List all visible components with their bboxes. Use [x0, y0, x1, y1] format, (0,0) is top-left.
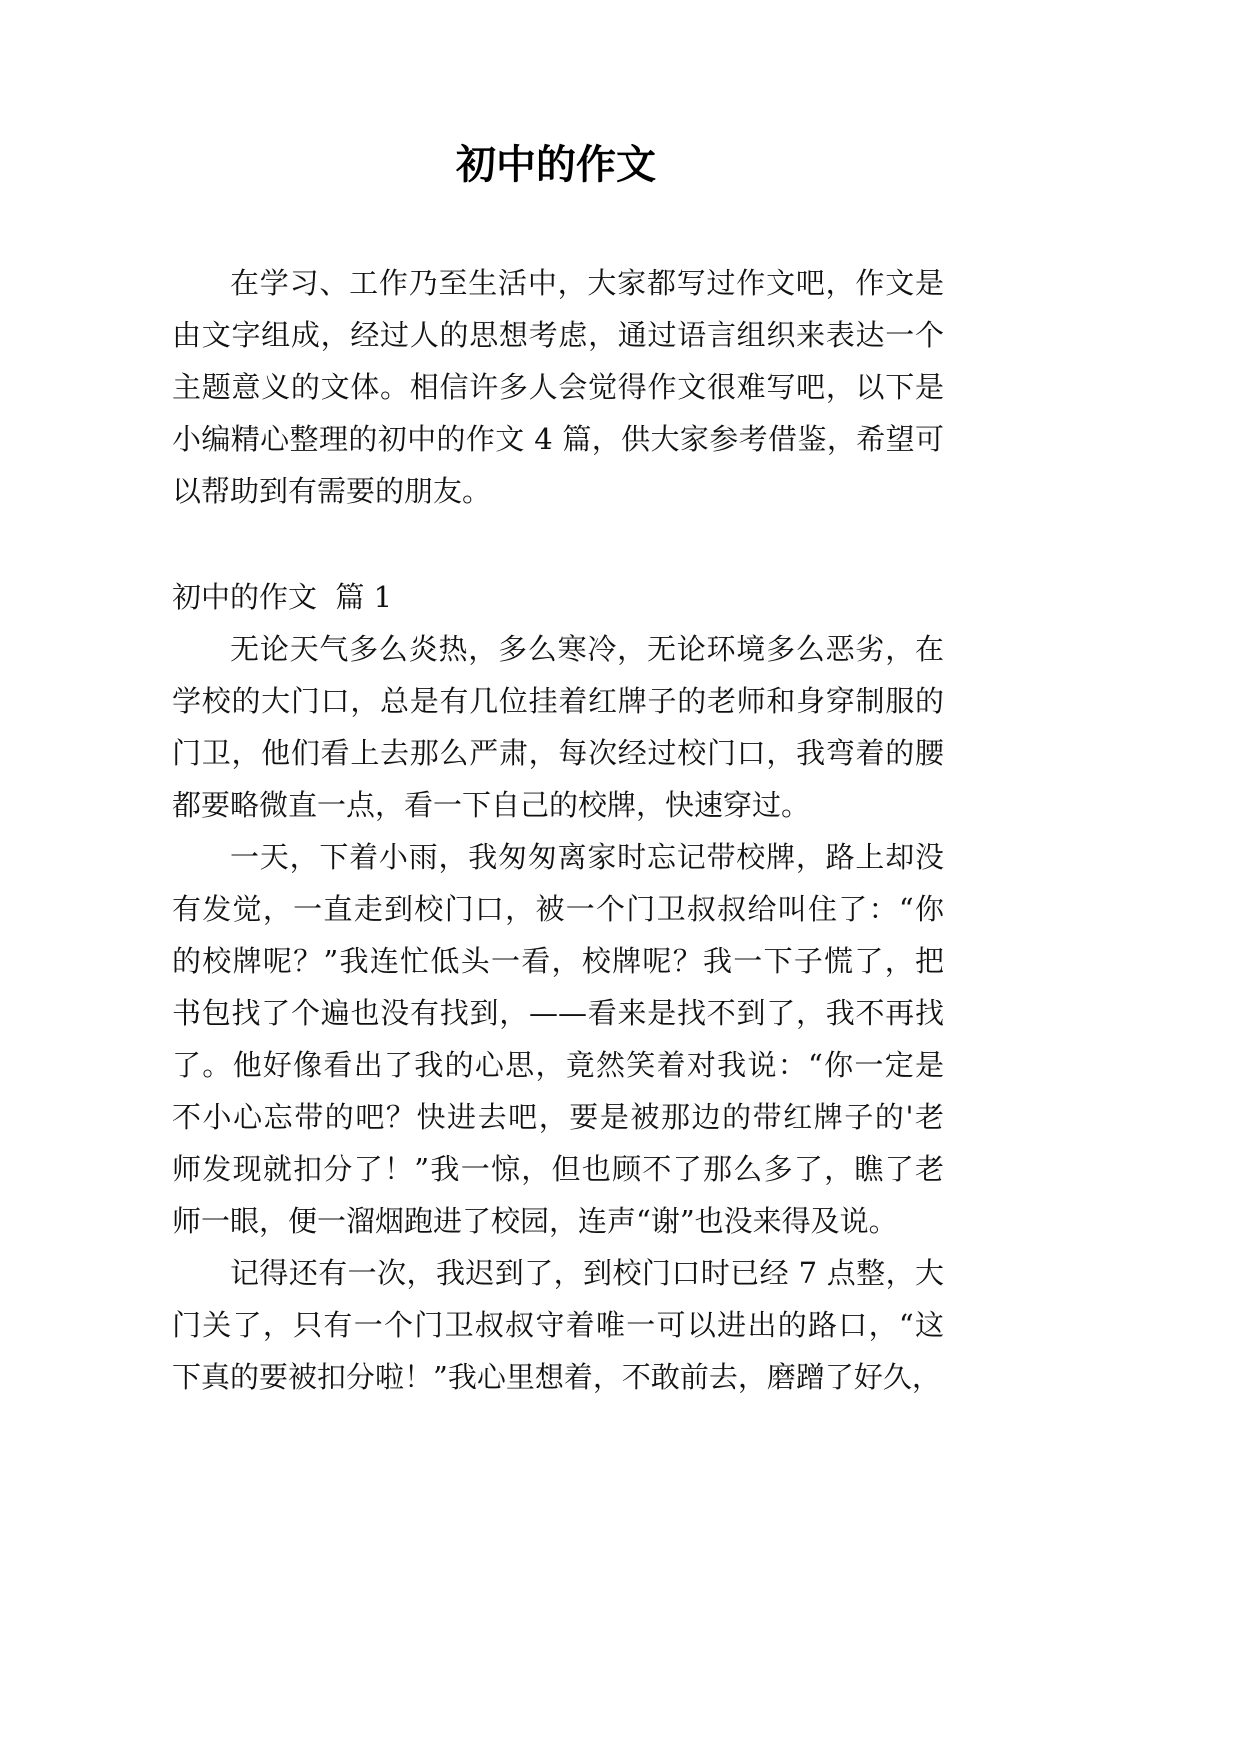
- body-paragraph: [172, 623, 944, 831]
- paragraph-line: 在学习、工作乃至生活中，大家都写过作文吧，作文是: [230, 266, 944, 300]
- paragraph-line: 的校牌呢？”我连忙低头一看，校牌呢？我一下子慌了，把: [172, 944, 944, 978]
- paragraph-line: 师发现就扣分了！”我一惊，但也顾不了那么多了，瞧了老: [172, 1152, 944, 1186]
- paragraph-line: 师一眼，便一溜烟跑进了校园，连声“谢”也没来得及说。: [172, 1204, 898, 1238]
- paragraph-line: 都要略微直一点，看一下自己的校牌，快速穿过。: [172, 788, 811, 822]
- body-paragraph: [172, 831, 944, 1247]
- document-title: 初中的作文: [456, 141, 656, 188]
- paragraph-line: 学校的大门口，总是有几位挂着红牌子的老师和身穿制服的: [172, 684, 944, 718]
- body-paragraph: [172, 1247, 944, 1403]
- paragraph-line: 由文字组成，经过人的思想考虑，通过语言组织来表达一个: [172, 318, 944, 352]
- paragraph-line: 门卫，他们看上去那么严肃，每次经过校门口，我弯着的腰: [172, 736, 944, 770]
- paragraph-line: 有发觉，一直走到校门口，被一个门卫叔叔给叫住了：“你: [172, 892, 944, 926]
- intro-paragraph: [172, 257, 944, 517]
- essay-section: [172, 571, 944, 1403]
- paragraph-line: 一天，下着小雨，我匆匆离家时忘记带校牌，路上却没: [230, 840, 944, 874]
- paragraph-line: 主题意义的文体。相信许多人会觉得作文很难写吧，以下是: [172, 370, 944, 404]
- paragraph-line: 了。他好像看出了我的心思，竟然笑着对我说：“你一定是: [172, 1048, 944, 1082]
- paragraph-line: 门关了，只有一个门卫叔叔守着唯一可以进出的路口，“这: [172, 1308, 944, 1342]
- paragraph-line: 书包找了个遍也没有找到，——看来是找不到了，我不再找: [172, 996, 944, 1030]
- section-heading: 初中的作文 篇 1: [172, 580, 393, 614]
- paragraph-line: 以帮助到有需要的朋友。: [172, 474, 492, 508]
- paragraph-line: 无论天气多么炎热，多么寒冷，无论环境多么恶劣，在: [230, 632, 944, 666]
- paragraph-line: 小编精心整理的初中的作文 4 篇，供大家参考借鉴，希望可: [172, 422, 944, 456]
- paragraph-line: 记得还有一次，我迟到了，到校门口时已经 7 点整，大: [230, 1256, 944, 1290]
- paragraph-line: 不小心忘带的吧？快进去吧，要是被那边的带红牌子的'老: [172, 1100, 944, 1134]
- paragraph-line: 下真的要被扣分啦！”我心里想着，不敢前去，磨蹭了好久，: [172, 1360, 941, 1394]
